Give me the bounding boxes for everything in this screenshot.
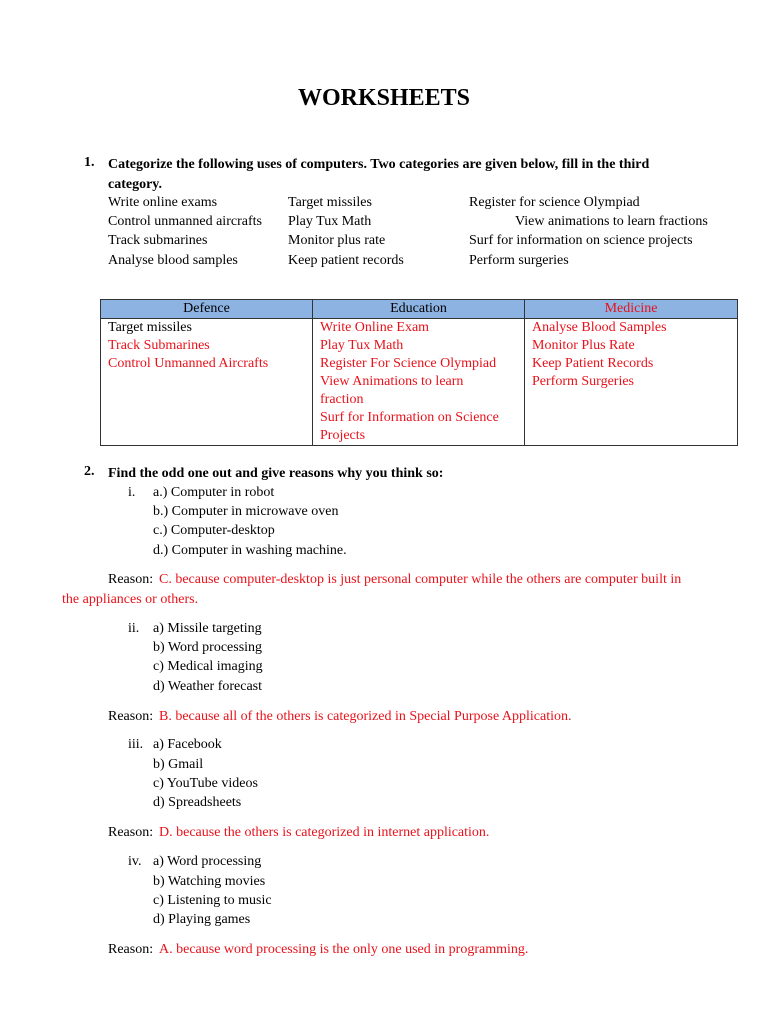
medicine-item: Keep Patient Records [532,356,654,371]
table-header-medicine: Medicine [525,300,738,319]
option: a) Facebook [153,737,222,752]
use-item: Target missiles [288,195,372,210]
use-item: Write online exams [108,195,218,210]
reason-label: Reason: [108,942,154,957]
medicine-cell [525,319,738,446]
question-1-prompt-line1: Categorize the following uses of computers. Two categories are given below, fill in the third [108,157,650,172]
table-header-education: Education [313,300,525,319]
question-2-number: 2. [84,464,95,479]
reason-text: A. because word processing is the only one used in programming. [159,942,529,957]
education-cell [313,319,525,446]
medicine-item: Perform Surgeries [532,374,634,389]
option: c) Listening to music [153,893,272,908]
education-item: Surf for Information on Science Projects [320,410,499,443]
defence-item: Control Unmanned Aircrafts [108,356,269,371]
reason-text: C. because computer-desktop is just personal computer while the others are computer built in [159,572,682,587]
option: d) Spreadsheets [153,795,242,810]
option: d) Playing games [153,912,251,927]
medicine-item: Monitor Plus Rate [532,338,635,353]
education-item: Play Tux Math [320,338,404,353]
option: a) Word processing [153,854,262,869]
defence-cell [101,319,313,446]
use-item: Analyse blood samples [108,253,238,268]
option: d) Weather forecast [153,679,262,694]
option: c) YouTube videos [153,776,258,791]
use-item: Track submarines [108,233,208,248]
education-item: Register For Science Olympiad [320,356,497,371]
use-item: Play Tux Math [288,214,372,229]
reason-text: B. because all of the others is categorized in Special Purpose Application. [159,709,572,724]
table-header-defence: Defence [101,300,313,319]
reason-label: Reason: [108,709,154,724]
item-roman-number: iv. [128,854,142,869]
use-item: Keep patient records [288,253,404,268]
option: c) Medical imaging [153,659,263,674]
use-item: Register for science Olympiad [469,195,640,210]
item-roman-number: iii. [128,737,144,752]
page-title: WORKSHEETS [297,85,471,111]
defence-item: Track Submarines [108,338,210,353]
categories-table [100,299,738,446]
question-1-prompt-line2: category. [108,177,163,192]
option: a) Missile targeting [153,621,262,636]
reason-label: Reason: [108,572,154,587]
use-item: Perform surgeries [469,253,569,268]
reason-text: D. because the others is categorized in internet application. [159,825,490,840]
education-item: Write Online Exam [320,320,430,335]
reason-label: Reason: [108,825,154,840]
use-item: Control unmanned aircrafts [108,214,262,229]
use-item: View animations to learn fractions [515,214,708,229]
question-1-number: 1. [84,155,95,170]
option: b) Word processing [153,640,263,655]
medicine-item: Analyse Blood Samples [532,320,667,335]
option: c.) Computer-desktop [153,523,275,538]
defence-item: Target missiles [108,320,192,335]
option: b) Gmail [153,757,204,772]
option: a.) Computer in robot [153,485,275,500]
use-item: Surf for information on science projects [469,233,693,248]
use-item: Monitor plus rate [288,233,386,248]
question-2-prompt: Find the odd one out and give reasons why you think so: [108,466,444,481]
option: b) Watching movies [153,874,266,889]
option: b.) Computer in microwave oven [153,504,339,519]
item-roman-number: ii. [128,621,140,636]
option: d.) Computer in washing machine. [153,543,347,558]
item-roman-number: i. [128,485,136,500]
reason-text: the appliances or others. [62,592,199,607]
education-item: View Animations to learn fraction [320,374,464,407]
